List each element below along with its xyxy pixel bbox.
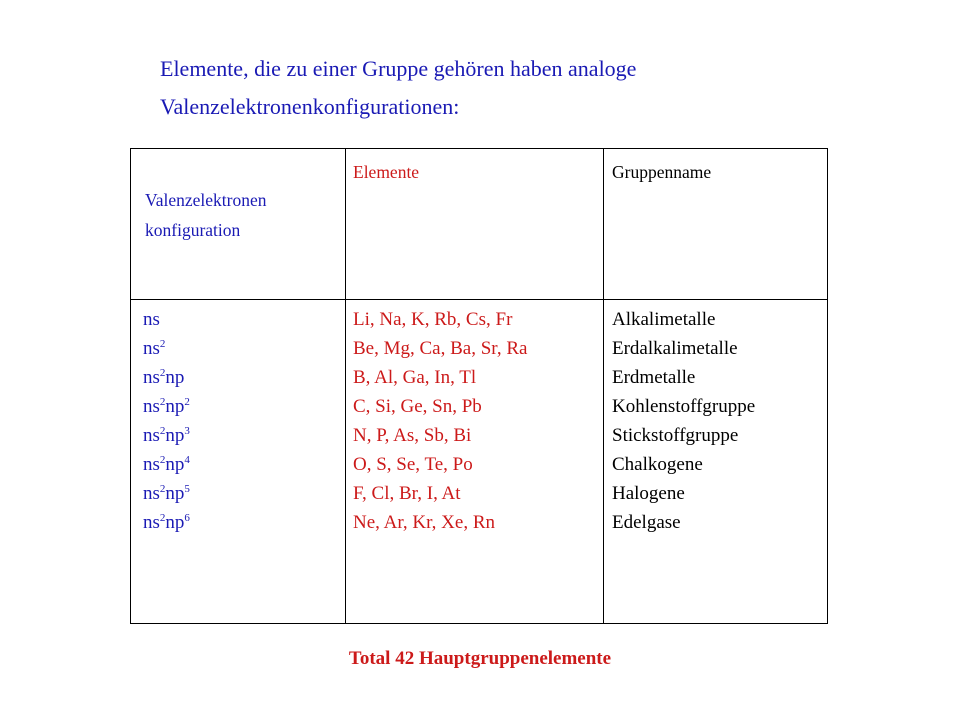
config-s-exponent: 2 <box>159 396 166 408</box>
config-s-part: ns <box>143 425 160 446</box>
config-p-part: np <box>165 396 185 417</box>
config-p-part: np <box>165 454 185 475</box>
config-p-part: np <box>165 425 185 446</box>
config-s-exponent: 2 <box>159 425 166 437</box>
column-divider-2 <box>603 149 604 623</box>
config-p-part: np <box>165 483 185 504</box>
config-column <box>143 305 190 537</box>
config-s-exponent: 2 <box>159 367 166 379</box>
config-entry <box>143 392 190 421</box>
config-s-part: ns <box>143 338 160 359</box>
elements-entry: O, S, Se, Te, Po <box>353 454 473 475</box>
config-p-exponent: 6 <box>184 512 190 524</box>
config-entry <box>143 450 190 479</box>
group-name-entry: Erdmetalle <box>612 367 696 388</box>
group-name-entry: Chalkogene <box>612 454 703 475</box>
config-p-exponent: 4 <box>184 454 190 466</box>
group-name-entry: Kohlenstoffgruppe <box>612 396 756 417</box>
total-caption: Total 42 Hauptgruppenelemente <box>348 648 612 669</box>
config-p-exponent: 2 <box>184 396 190 408</box>
header-config-line-2: konfiguration <box>145 220 241 240</box>
group-name-column <box>612 305 755 537</box>
config-p-exponent: 5 <box>184 483 190 495</box>
elements-entry: Li, Na, K, Rb, Cs, Fr <box>353 309 513 330</box>
group-name-entry: Stickstoffgruppe <box>612 425 739 446</box>
header-config-line-1: Valenzelektronen <box>145 190 267 210</box>
config-s-exponent: 2 <box>159 454 166 466</box>
config-s-part: ns <box>143 483 160 504</box>
config-entry <box>143 334 190 363</box>
intro-text <box>160 50 636 126</box>
config-entry <box>143 479 190 508</box>
config-p-exponent: 3 <box>184 425 190 437</box>
elements-column <box>353 305 527 537</box>
config-s-exponent: 2 <box>159 338 166 350</box>
config-s-part: ns <box>143 512 160 533</box>
header-elements: Elemente <box>353 162 420 182</box>
header-divider <box>131 299 827 300</box>
group-name-entry: Alkalimetalle <box>612 309 716 330</box>
group-name-entry: Erdalkalimetalle <box>612 338 738 359</box>
elements-entry: N, P, As, Sb, Bi <box>353 425 472 446</box>
intro-line-2: Valenzelektronenkonfigurationen: <box>160 94 460 119</box>
elements-entry: B, Al, Ga, In, Tl <box>353 367 477 388</box>
configuration-table <box>130 148 828 624</box>
config-p-part: np <box>165 367 185 388</box>
config-p-part: np <box>165 512 185 533</box>
config-s-part: ns <box>143 454 160 475</box>
config-entry <box>143 305 190 334</box>
header-config <box>145 185 266 245</box>
config-s-part: ns <box>143 367 160 388</box>
config-s-part: ns <box>143 309 160 330</box>
group-name-entry: Halogene <box>612 483 685 504</box>
intro-line-1: Elemente, die zu einer Gruppe gehören haben analoge <box>160 56 637 81</box>
elements-entry: Ne, Ar, Kr, Xe, Rn <box>353 512 496 533</box>
elements-entry: Be, Mg, Ca, Ba, Sr, Ra <box>353 338 528 359</box>
elements-entry: F, Cl, Br, I, At <box>353 483 461 504</box>
config-entry <box>143 508 190 537</box>
header-group-name: Gruppenname <box>612 162 712 182</box>
group-name-entry: Edelgase <box>612 512 681 533</box>
config-entry <box>143 363 190 392</box>
config-entry <box>143 421 190 450</box>
config-s-exponent: 2 <box>159 512 166 524</box>
elements-entry: C, Si, Ge, Sn, Pb <box>353 396 482 417</box>
config-s-part: ns <box>143 396 160 417</box>
config-s-exponent: 2 <box>159 483 166 495</box>
column-divider-1 <box>345 149 346 623</box>
